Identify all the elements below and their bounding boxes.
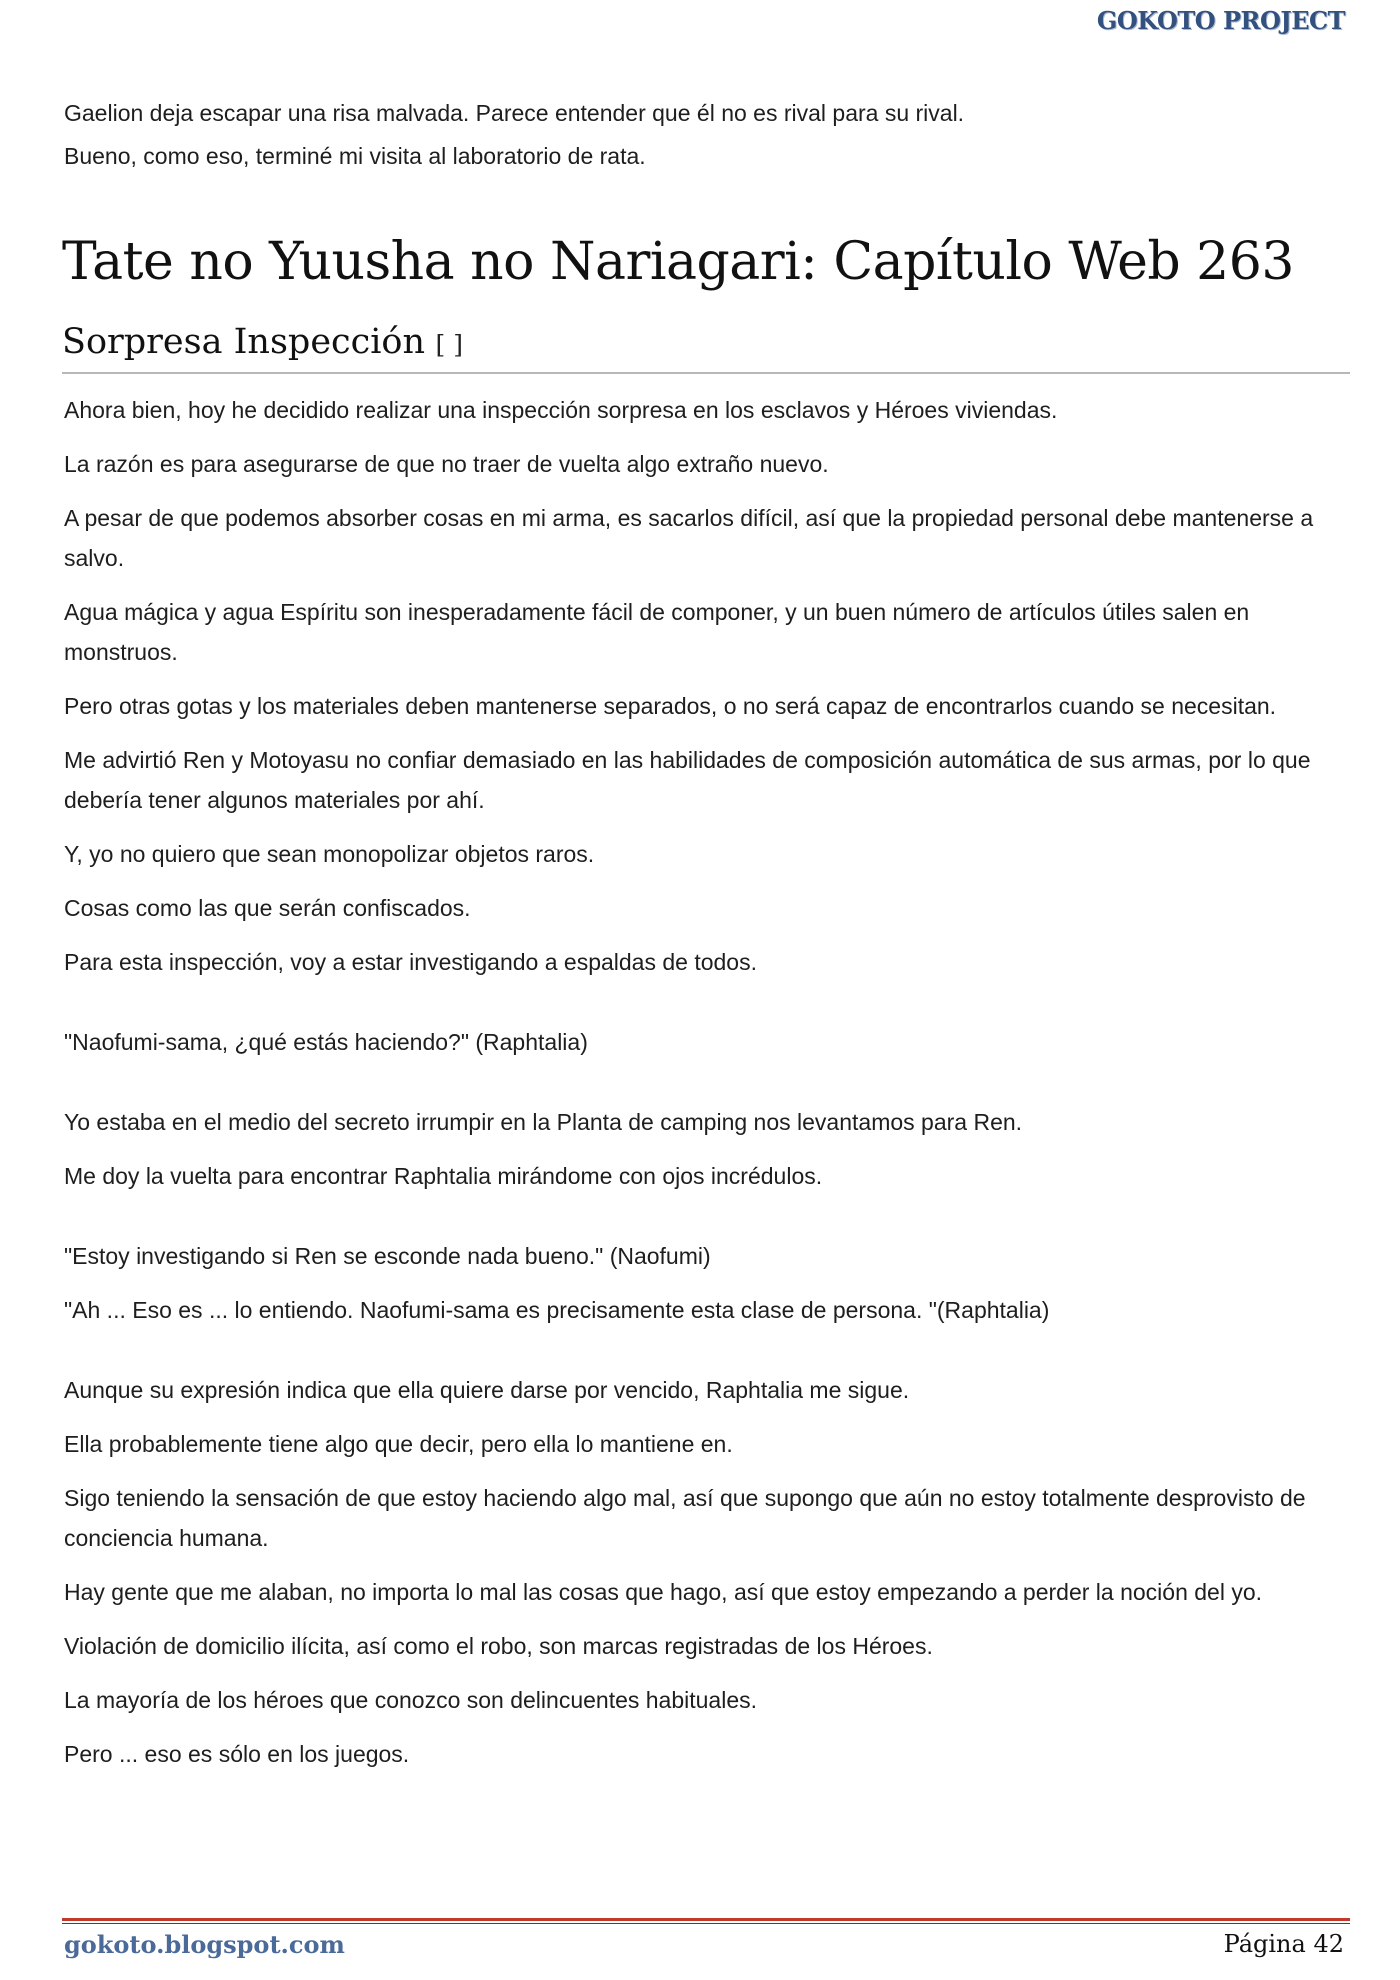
paragraph: Sigo teniendo la sensación de que estoy haciendo algo mal, así que supongo que aún no estoy totalmente desprovisto de conciencia humana. bbox=[64, 1485, 1306, 1551]
paragraph: Cosas como las que serán confiscados. bbox=[64, 895, 471, 921]
paragraph: Aunque su expresión indica que ella quiere darse por vencido, Raphtalia me sigue. bbox=[64, 1377, 910, 1403]
chapter-title: Tate no Yuusha no Nariagari: Capítulo Web 263 bbox=[62, 232, 1294, 292]
paragraph: Pero otras gotas y los materiales deben mantenerse separados, o no será capaz de encontrarlos cuando se necesitan. bbox=[64, 693, 1277, 719]
paragraph: Ahora bien, hoy he decidido realizar una inspección sorpresa en los esclavos y Héroes viviendas. bbox=[64, 397, 1058, 423]
paragraph: A pesar de que podemos absorber cosas en mi arma, es sacarlos difícil, así que la propiedad personal debe mantenerse a salvo. bbox=[64, 505, 1314, 571]
paragraph: Violación de domicilio ilícita, así como el robo, son marcas registradas de los Héroes. bbox=[64, 1633, 933, 1659]
paragraph: Me advirtió Ren y Motoyasu no confiar demasiado en las habilidades de composición automática de sus armas, por lo que debería tener algunos materiales por ahí. bbox=[64, 747, 1311, 813]
page-number: Página 42 bbox=[1223, 1930, 1344, 1958]
footer-site-link[interactable]: gokoto.blogspot.com bbox=[64, 1930, 345, 1959]
footer-divider bbox=[62, 1918, 1350, 1921]
dialogue-line: "Ah ... Eso es ... lo entiendo. Naofumi-sama es precisamente esta clase de persona. "(Raphtalia) bbox=[64, 1297, 1050, 1323]
section-heading bbox=[62, 322, 1350, 374]
paragraph: Y, yo no quiero que sean monopolizar objetos raros. bbox=[64, 841, 595, 867]
dialogue-line: "Naofumi-sama, ¿qué estás haciendo?" (Raphtalia) bbox=[64, 1029, 588, 1055]
chapter-body bbox=[64, 390, 1344, 1788]
section-title: Sorpresa Inspección bbox=[62, 322, 426, 362]
edit-link[interactable]: [ ] bbox=[435, 330, 463, 359]
dialogue-line: "Estoy investigando si Ren se esconde nada bueno." (Naofumi) bbox=[64, 1243, 711, 1269]
paragraph: Pero ... eso es sólo en los juegos. bbox=[64, 1741, 410, 1767]
paragraph: La razón es para asegurarse de que no traer de vuelta algo extraño nuevo. bbox=[64, 451, 829, 477]
intro-paragraph: Gaelion deja escapar una risa malvada. Parece entender que él no es rival para su rival. bbox=[64, 100, 965, 126]
paragraph: Para esta inspección, voy a estar investigando a espaldas de todos. bbox=[64, 949, 757, 975]
brand-header: GOKOTO PROJECT bbox=[1096, 6, 1345, 35]
paragraph: La mayoría de los héroes que conozco son delincuentes habituales. bbox=[64, 1687, 758, 1713]
paragraph: Yo estaba en el medio del secreto irrumpir en la Planta de camping nos levantamos para Ren. bbox=[64, 1109, 1023, 1135]
intro-text bbox=[64, 92, 1334, 178]
paragraph: Agua mágica y agua Espíritu son inesperadamente fácil de componer, y un buen número de artículos útiles salen en monstruos. bbox=[64, 599, 1250, 665]
footer-divider-thin bbox=[62, 1923, 1350, 1924]
paragraph: Hay gente que me alaban, no importa lo mal las cosas que hago, así que estoy empezando a perder la noción del yo. bbox=[64, 1579, 1263, 1605]
paragraph: Ella probablemente tiene algo que decir, pero ella lo mantiene en. bbox=[64, 1431, 733, 1457]
intro-paragraph: Bueno, como eso, terminé mi visita al laboratorio de rata. bbox=[64, 143, 646, 169]
paragraph: Me doy la vuelta para encontrar Raphtalia mirándome con ojos incrédulos. bbox=[64, 1163, 823, 1189]
